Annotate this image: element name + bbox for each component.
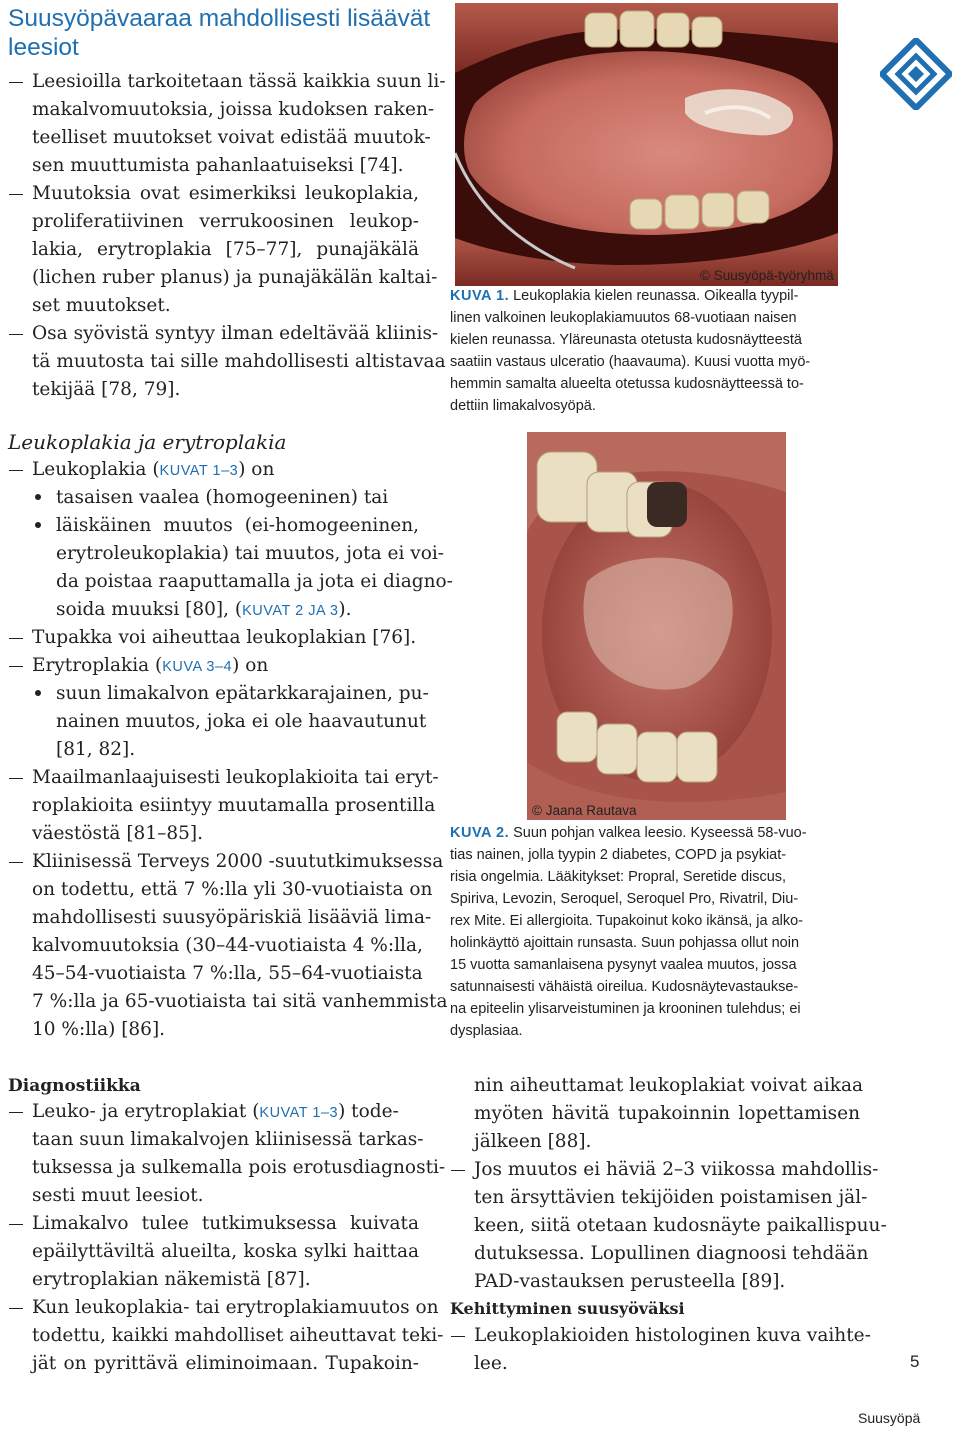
leuko-line: 45–54-vuotiaista 7 %:lla, 55–64-vuotiaista [32,963,423,984]
caption-line: tias nainen, jolla tyypin 2 diabetes, COPD ja psykiat- [450,847,787,863]
leuko-line: Tupakka voi aiheuttaa leukoplakian [76]. [32,627,417,648]
caption-line: Spiriva, Levozin, Seroquel, Seroquel Pro, Rivatril, Diu- [450,891,799,907]
diag-line: sesti muut leesiot. [32,1185,204,1206]
caption-line: hemmin samalta alueelta otetussa kudosnäytteessä to- [450,376,804,392]
caption-line: risia ongelmia. Lääkitykset: Propral, Seretide discus, [450,869,787,885]
figure-2-credit: © Jaana Rautava [532,803,637,818]
dash-bullet [451,1336,465,1337]
dash-bullet [9,82,23,83]
mouth-floor-lesion-image [527,432,786,820]
leuko-line: väestöstä [81–85]. [32,823,203,844]
caption-line: kielen reunassa. Yläreunasta otetusta kudosnäytteestä [450,332,802,348]
intro-line: tekijää [78, 79]. [32,379,181,400]
caption-line: rex Mite. Ei allergioita. Tupakoinut koko ikänsä, ja alko- [450,913,804,929]
leuko-bullet: suun limakalvon epätarkkarajainen, pu- [56,683,429,704]
intro-line: Osa syövistä syntyy ilman edeltävää kliinis- [32,323,439,344]
intro-line: Leesioilla tarkoitetaan tässä kaikkia suun li- [32,71,446,92]
leuko-line: roplakioita esiintyy muutamalla prosentilla [32,795,436,816]
right-line: myöten hävitä tupakoinnin lopettamisen [474,1103,860,1124]
diag-line: todettu, kaikki mahdolliset aiheuttavat teki- [32,1325,444,1346]
leuko-bullet: erytroleukoplakia) tai muutos, jota ei voi- [56,543,445,564]
intro-line: tä muutosta tai sille mahdollisesti altistavaa [32,351,446,372]
figure-ref: KUVAT 2 JA 3 [242,603,339,619]
right-line: lee. [474,1353,508,1374]
caption-line: na epiteelin ylisarveistuminen ja krooninen tulehdus; ei [450,1001,801,1017]
leuko-bullet: [81, 82]. [56,739,136,760]
caption-line: KUVA 1. Leukoplakia kielen reunassa. Oikealla tyypil- [450,288,799,304]
dot-bullet [35,494,41,500]
right-line: keen, siitä otetaan kudosnäyte paikallispuu- [474,1215,887,1236]
caption-label: KUVA 2. [450,825,510,841]
figure-ref: KUVAT 1–3 [259,1105,339,1121]
figure-ref: KUVAT 1–3 [159,463,239,479]
dash-bullet [9,194,23,195]
caption-line: 15 vuotta samanlaisena pysynyt vaalea muutos, jossa [450,957,797,973]
intro-line: (lichen ruber planus) ja punajäkälän kaltai- [32,267,438,288]
right-line: Leukoplakioiden histologinen kuva vaihte- [474,1325,871,1346]
leuko-bullet: nainen muutos, joka ei ole haavautunut [56,711,427,732]
diag-line: erytroplakian näkemistä [87]. [32,1269,311,1290]
diag-heading: Diagnostiikka [8,1076,141,1096]
leuko-heading: Leukoplakia ja erytroplakia [8,430,287,454]
leuko-line: Kliinisessä Terveys 2000 -suututkimuksessa [32,851,444,872]
leuko-line: mahdollisesti suusyöpäriskiä lisääviä lima- [32,907,432,928]
dash-bullet [9,334,23,335]
caption-line: saatiin vastaus ulceratio (haavauma). Kuusi vuotta myö- [450,354,811,370]
diag-line: Limakalvo tulee tutkimuksessa kuivata [32,1213,419,1234]
right-line: dutuksessa. Lopullinen diagnoosi tehdään [474,1243,869,1264]
caption-line: dettiin limakalvosyöpä. [450,398,596,414]
leuko-bullet: da poistaa raaputtamalla ja jota ei diagno- [56,571,453,592]
dot-bullet [35,690,41,696]
caption-line: KUVA 2. Suun pohjan valkea leesio. Kyseessä 58-vuo- [450,825,807,841]
dash-bullet [9,666,23,667]
leuko-line: 7 %:lla ja 65-vuotiaista tai sitä vanhemmista [32,991,448,1012]
diag-line: epäilyttäviltä alueilta, koska sylki haittaa [32,1241,419,1262]
dash-bullet [9,638,23,639]
diag-line: jät on pyrittävä eliminoimaan. Tupakoin- [32,1353,419,1374]
dash-bullet [9,778,23,779]
leuko-line: kalvomuutoksia (30–44-vuotiaista 4 %:lla, [32,935,423,956]
leuko-bullet: soida muuksi [80], (KUVAT 2 JA 3). [56,599,352,620]
dash-bullet [9,1112,23,1113]
figure-1-credit: © Suusyöpä-työryhmä [700,268,834,283]
dash-bullet [451,1170,465,1171]
dash-bullet [9,1308,23,1309]
dash-bullet [9,862,23,863]
kehittyminen-heading: Kehittyminen suusyöväksi [450,1299,685,1318]
diag-line: Kun leukoplakia- tai erytroplakiamuutos on [32,1297,439,1318]
leuko-bullet: tasaisen vaalea (homogeeninen) tai [56,487,389,508]
right-line: PAD-vastauksen perusteella [89]. [474,1271,786,1292]
intro-line: lakia, erytroplakia [75–77], punajäkälä [32,239,419,260]
right-line: nin aiheuttamat leukoplakiat voivat aikaa [474,1075,864,1096]
right-line: ten ärsyttävien tekijöiden poistamisen jäl- [474,1187,868,1208]
intro-line: proliferatiivinen verrukoosinen leukop- [32,211,419,232]
leuko-line: Erytroplakia (KUVA 3–4) on [32,655,269,676]
tongue-leukoplakia-image [455,3,838,286]
dash-bullet [9,470,23,471]
intro-line: makalvomuutoksia, joissa kudoksen raken- [32,99,435,120]
caption-line: holinkäyttö ajoittain runsasta. Suun pohjassa ollut noin [450,935,800,951]
dot-bullet [35,522,41,528]
caption-line: satunnaisesti vähäistä oireilua. Kudosnäytevastaukse- [450,979,799,995]
diag-line: taan suun limakalvojen kliinisessä tarkas- [32,1129,424,1150]
figure-ref: KUVA 3–4 [162,659,233,675]
section-title-line-2: leesiot [8,34,79,61]
caption-line: linen valkoinen leukoplakiamuutos 68-vuotiaan naisen [450,310,797,326]
caption-line: dysplasiaa. [450,1023,523,1039]
section-title [8,4,438,62]
intro-line: sen muuttumista pahanlaatuiseksi [74]. [32,155,404,176]
dash-bullet [9,1224,23,1225]
caption-label: KUVA 1. [450,288,510,304]
diag-line: Leuko- ja erytroplakiat (KUVAT 1–3) tode- [32,1101,399,1122]
leuko-line: Maailmanlaajuisesti leukoplakioita tai eryt- [32,767,439,788]
figure-1-photo [455,3,838,286]
right-line: Jos muutos ei häviä 2–3 viikossa mahdollis- [474,1159,879,1180]
intro-line: set muutokset. [32,295,171,316]
figure-2-photo [527,432,786,820]
diag-line: tuksessa ja sulkemalla pois erotusdiagnosti- [32,1157,446,1178]
leuko-line: on todettu, että 7 %:lla yli 30-vuotiaista on [32,879,433,900]
page-number: 5 [910,1352,920,1371]
right-line: jälkeen [88]. [474,1131,592,1152]
footer-brand: Suusyöpä [858,1410,921,1426]
section-title-line-1: Suusyöpävaaraa mahdollisesti lisäävät [8,5,431,32]
leuko-line: Leukoplakia (KUVAT 1–3) on [32,459,275,480]
leuko-bullet: läiskäinen muutos (ei-homogeeninen, [56,515,419,536]
diamond-logo-icon [880,38,952,110]
leuko-line: 10 %:lla) [86]. [32,1019,166,1040]
intro-line: teelliset muutokset voivat edistää muutok- [32,127,431,148]
intro-line: Muutoksia ovat esimerkiksi leukoplakia, [32,183,419,204]
